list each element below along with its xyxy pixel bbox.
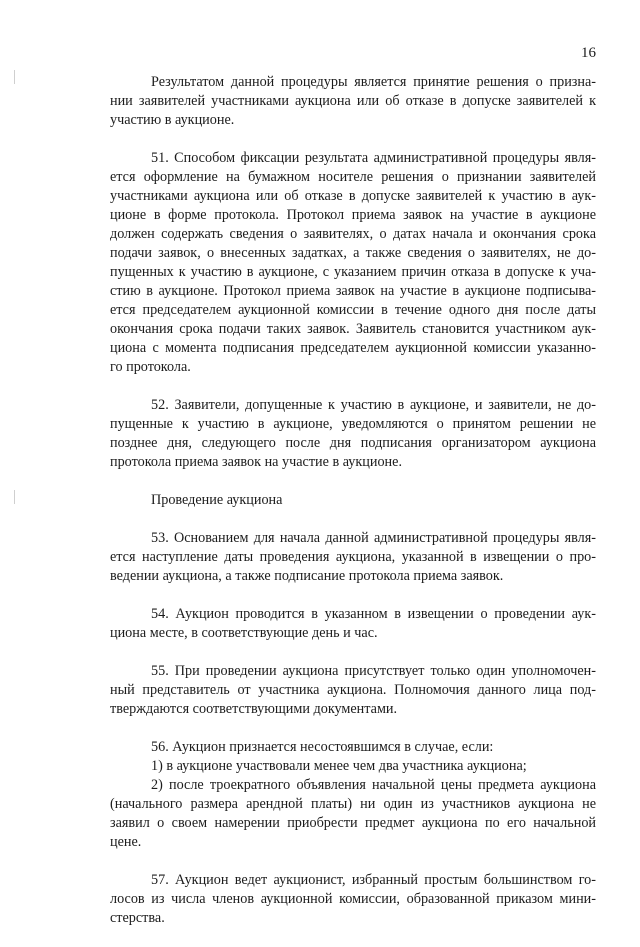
text-line: позднее дня, следующего после дня подписания организатором аукциона — [110, 435, 596, 451]
paragraph-51 — [110, 149, 596, 377]
text-line: стерства. — [110, 910, 165, 926]
text-line: участниками аукциона или об отказе в допуске заявителей к участию в аук- — [110, 188, 596, 204]
text-line: лосов из числа членов аукционной комиссии, образованной приказом мини- — [110, 891, 596, 907]
text-line: протокола приема заявок на участие в аукционе. — [110, 454, 402, 470]
text-line: должен содержать сведения о заявителях, о датах начала и окончания срока — [110, 226, 596, 242]
text-line: (начального размера арендной платы) ни один из участников аукциона не — [110, 796, 596, 812]
paragraph-result — [110, 73, 596, 130]
text-line: пущенных к участию в аукционе, с указанием причин отказа в допуске к уча- — [110, 264, 596, 280]
text-line: заявил о своем намерении приобрести предмет аукциона по его начальной — [110, 815, 596, 831]
text-line: 52. Заявители, допущенные к участию в аукционе, и заявители, не до- — [151, 397, 596, 413]
text-line: 57. Аукцион ведет аукционист, избранный простым большинством го- — [151, 872, 596, 888]
text-line: ется оформление на бумажном носителе решения о признании заявителей — [110, 169, 596, 185]
text-line: го протокола. — [110, 359, 191, 375]
text-line: циона с момента подписания председателем аукционной комиссии указанно- — [110, 340, 596, 356]
text-line: окончания срока подачи таких заявок. Заявитель становится участником аук- — [110, 321, 596, 337]
paragraph-53 — [110, 529, 596, 586]
text-line: стию в аукционе. Протокол приема заявок на участие в аукционе подписыва- — [110, 283, 596, 299]
text-line: 56. Аукцион признается несостоявшимся в случае, если: — [151, 739, 494, 755]
text-line: цене. — [110, 834, 142, 850]
text-line: 51. Способом фиксации результата административной процедуры явля- — [151, 150, 596, 166]
text-line: ционе в форме протокола. Протокол приема заявок на участие в аукционе — [110, 207, 596, 223]
paragraph-55 — [110, 662, 596, 719]
text-line: 53. Основанием для начала данной административной процедуры явля- — [151, 530, 596, 546]
scan-mark-left-top — [14, 70, 15, 84]
text-line: Результатом данной процедуры является принятие решения о призна- — [151, 74, 596, 90]
text-line: 55. При проведении аукциона присутствует только один уполномочен- — [151, 663, 596, 679]
text-line: тверждаются соответствующими документами. — [110, 701, 398, 717]
page-number: 16 — [581, 45, 596, 61]
document-body — [110, 73, 596, 947]
text-line: циона месте, в соответствующие день и час. — [110, 625, 378, 641]
text-line: подачи заявок, о внесенных задатках, а также сведения о заявителях, не до- — [110, 245, 596, 261]
text-line: ется председателем аукционной комиссии в течение одного дня после даты — [110, 302, 596, 318]
paragraph-56 — [110, 738, 596, 852]
text-line: участию в аукционе. — [110, 112, 235, 128]
list-item: 1) в аукционе участвовали менее чем два участника аукциона; — [151, 758, 527, 774]
text-line: пущенные к участию в аукционе, уведомляются о принятом решении не — [110, 416, 596, 432]
paragraph-52 — [110, 396, 596, 472]
scan-mark-left-bottom — [14, 490, 15, 504]
list-item: 2) после троекратного объявления начальной цены предмета аукциона — [151, 777, 596, 793]
section-heading — [110, 491, 596, 510]
heading-text: Проведение аукциона — [151, 492, 283, 508]
text-line: ный представитель от участника аукциона. Полномочия данного лица под- — [110, 682, 596, 698]
text-line: нии заявителей участниками аукциона или об отказе в допуске заявителей к — [110, 93, 596, 109]
text-line: ется наступление даты проведения аукциона, указанной в извещении о про- — [110, 549, 596, 565]
paragraph-57 — [110, 871, 596, 928]
text-line: 54. Аукцион проводится в указанном в извещении о проведении аук- — [151, 606, 596, 622]
text-line: ведении аукциона, а также подписание протокола приема заявок. — [110, 568, 504, 584]
paragraph-54 — [110, 605, 596, 643]
